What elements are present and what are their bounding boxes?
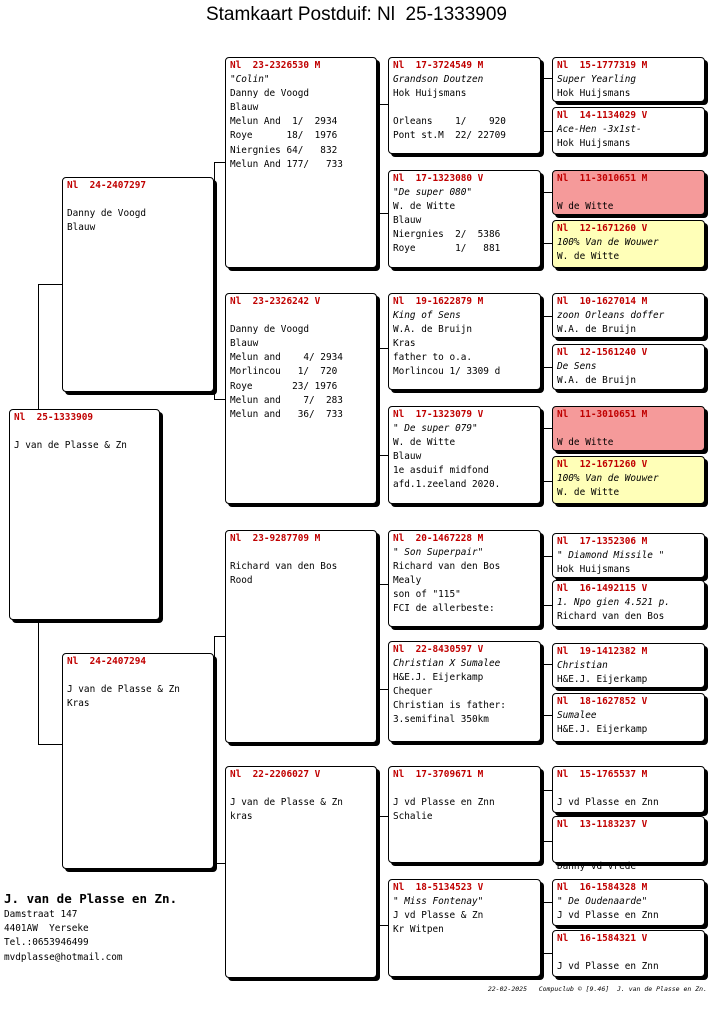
pigeon-breeder: W. de Witte	[393, 437, 456, 449]
pigeon-breeder: W de Witte	[557, 201, 614, 213]
pigeon-nickname: " Son Superpair"	[393, 547, 484, 559]
pigeon-card-sd	[225, 293, 377, 504]
pigeon-breeder: J van de Plasse & Zn	[14, 440, 127, 452]
ring-number: Nl 19-1412382 M	[557, 646, 648, 657]
pigeon-card-dsdd	[552, 693, 705, 742]
pigeon-info-line: Niergnies 64/ 832	[230, 144, 338, 156]
pigeon-breeder: J van de Plasse & Zn	[67, 684, 180, 696]
owner-block	[4, 890, 177, 965]
pigeon-nickname: " Miss Fontenay"	[393, 896, 484, 908]
pigeon-info-line: Pont st.M 22/ 22709	[393, 130, 506, 142]
pigeon-info-line: son of "115"	[393, 589, 461, 601]
pigeon-info-line: Danny vd Vrede	[557, 861, 637, 873]
ring-number: Nl 20-1467228 M	[393, 533, 484, 544]
pigeon-card-self	[9, 409, 160, 620]
pigeon-breeder: Hok Huijsmans	[393, 88, 467, 100]
pigeon-nickname: Super Yearling	[557, 74, 637, 86]
pigeon-breeder: Hok Huijsmans	[557, 564, 631, 576]
pigeon-breeder: W de Witte	[557, 437, 614, 449]
pigeon-card-dss	[388, 530, 541, 627]
pigeon-info-line: father to o.a.	[393, 352, 473, 364]
pigeon-nickname: De Sens	[557, 361, 597, 373]
pigeon-breeder: Hok Huijsmans	[557, 138, 631, 150]
pigeon-card-dd	[225, 766, 377, 978]
pigeon-card-sdsd	[552, 344, 705, 390]
pigeon-info-line: Blauw	[67, 222, 96, 234]
connector	[38, 284, 63, 410]
pigeon-breeder: J vd Plasse en Znn	[557, 797, 659, 809]
ring-number: Nl 16-1584321 V	[557, 933, 648, 944]
ring-number: Nl 17-3724549 M	[393, 60, 484, 71]
pigeon-card-ds	[225, 530, 377, 743]
pigeon-info-line: Chequer	[393, 686, 433, 698]
pigeon-info-line: Morlincou 1/ 720	[230, 366, 338, 378]
pigeon-breeder: H&E.J. Eijerkamp	[557, 674, 648, 686]
pigeon-breeder: Richard van den Bos	[393, 561, 501, 573]
ring-number: Nl 17-1323080 V	[393, 173, 484, 184]
owner-email: mvdplasse@hotmail.com	[4, 951, 123, 963]
pigeon-nickname	[557, 422, 700, 436]
pigeon-nickname	[67, 669, 209, 683]
pigeon-breeder: Danny de Voogd	[230, 324, 310, 336]
ring-number: Nl 24-2407297	[67, 180, 147, 191]
pigeon-info-line: Blauw	[393, 451, 422, 463]
ring-number: Nl 17-1352306 M	[557, 536, 648, 547]
pigeon-info-line: Roye 23/ 1976	[230, 380, 338, 392]
pigeon-nickname: Christian	[557, 660, 608, 672]
pigeon-nickname	[393, 782, 536, 796]
pigeon-card-sssd	[552, 107, 705, 154]
page-title: Stamkaart Postduif: Nl 25-1333909	[205, 4, 507, 25]
pigeon-breeder: H&E.J. Eijerkamp	[557, 724, 648, 736]
ring-number: Nl 17-3709671 M	[393, 769, 484, 780]
pigeon-info-line: Blauw	[230, 338, 259, 350]
pigeon-info-line: afd.1.zeeland 2020.	[393, 479, 501, 491]
pigeon-card-ddd	[388, 879, 541, 977]
pigeon-breeder: J vd Plasse & Zn	[393, 910, 484, 922]
pigeon-breeder: W.A. de Bruijn	[557, 324, 637, 336]
pigeon-card-dds	[388, 766, 541, 863]
ring-number: Nl 25-1333909	[14, 412, 94, 423]
pigeon-nickname	[557, 946, 700, 960]
pigeon-breeder: W.A. de Bruijn	[393, 324, 473, 336]
ring-number: Nl 23-2326530 M	[230, 60, 321, 71]
pigeon-card-sdss	[552, 293, 705, 338]
owner-name: J. van de Plasse en Zn.	[4, 891, 178, 906]
pigeon-nickname: 100% Van de Wouwer	[557, 237, 659, 249]
ring-number: Nl 16-1584328 M	[557, 882, 648, 893]
ring-number: Nl 23-2326242 V	[230, 296, 321, 307]
owner-street: Damstraat 147	[4, 909, 78, 920]
pigeon-info-line: FCI de allerbeste:	[393, 603, 495, 615]
pigeon-breeder: J vd Plasse en Znn	[393, 797, 495, 809]
pigeon-card-sss	[388, 57, 541, 154]
owner-phone: Tel.:0653946499	[4, 937, 89, 949]
pigeon-nickname: " Diamond Missile "	[557, 550, 665, 562]
pigeon-card-dsss	[552, 533, 705, 578]
pigeon-nickname: 1. Npo gien 4.521 p.	[557, 597, 670, 609]
ring-number: Nl 15-1765537 M	[557, 769, 648, 780]
ring-number: Nl 19-1622879 M	[393, 296, 484, 307]
pigeon-info-line: Morlincou 1/ 3309 d	[393, 366, 501, 378]
footer-credit: 22-02-2025 Compuclub © [9.46] J. van de Plasse en Zn.	[487, 985, 707, 993]
pigeon-info-line: Christian is father:	[393, 700, 506, 712]
pigeon-nickname	[67, 193, 209, 207]
pigeon-breeder: H&E.J. Eijerkamp	[393, 672, 484, 684]
ring-number: Nl 14-1134029 V	[557, 110, 648, 121]
pigeon-info-line: Rood	[230, 575, 253, 587]
pigeon-info-line: kras	[230, 811, 253, 823]
pigeon-card-sds	[388, 293, 541, 390]
pigeon-nickname: Christian X Sumalee	[393, 658, 501, 670]
pigeon-nickname: " De Oudenaarde"	[557, 896, 648, 908]
pigeon-card-dam	[62, 653, 214, 869]
pigeon-nickname	[230, 309, 372, 323]
pigeon-info-line: Roye 18/ 1976	[230, 130, 338, 142]
pigeon-nickname: zoon Orleans doffer	[557, 310, 665, 322]
ring-number: Nl 15-1777319 M	[557, 60, 648, 71]
ring-number: Nl 11-3010651 M	[557, 173, 648, 184]
pigeon-info-line	[393, 101, 536, 115]
ring-number: Nl 12-1561240 V	[557, 347, 648, 358]
pigeon-card-ssds	[552, 170, 705, 215]
pigeon-breeder: Hok Huijsmans	[557, 88, 631, 100]
pigeon-nickname: " De super 079"	[393, 423, 478, 435]
pigeon-info-line: Melun And 177/ 733	[230, 158, 343, 170]
pigeon-info-line: Kras	[67, 698, 90, 710]
ring-number: Nl 10-1627014 M	[557, 296, 648, 307]
pigeon-info-line: 1e asduif midfond	[393, 465, 489, 477]
pigeon-card-ddds	[552, 879, 705, 926]
pigeon-breeder: W. de Witte	[393, 201, 456, 213]
pigeon-nickname	[557, 782, 700, 796]
pigeon-nickname	[14, 425, 155, 439]
pigeon-info-line: Orleans 1/ 920	[393, 116, 506, 128]
ring-number: Nl 22-8430597 V	[393, 644, 484, 655]
pigeon-nickname: 100% Van de Wouwer	[557, 473, 659, 485]
pigeon-breeder: W. de Witte	[557, 251, 620, 263]
pigeon-nickname: King of Sens	[393, 310, 461, 322]
pigeon-nickname	[557, 832, 700, 846]
pigeon-info-line: Roye 1/ 881	[393, 243, 501, 255]
ring-number: Nl 16-1492115 V	[557, 583, 648, 594]
pigeon-info-line: Blauw	[393, 215, 422, 227]
pigeon-nickname	[230, 782, 372, 796]
pigeon-card-sire	[62, 177, 214, 392]
pigeon-card-sdds	[552, 406, 705, 451]
pigeon-breeder: W. de Witte	[557, 487, 620, 499]
pigeon-card-dsd	[388, 641, 541, 742]
pigeon-breeder: J van de Plasse & Zn	[230, 797, 343, 809]
ring-number: Nl 22-2206027 V	[230, 769, 321, 780]
pigeon-breeder: W.A. de Bruijn	[557, 375, 637, 387]
pigeon-breeder	[557, 846, 700, 860]
pigeon-breeder: Richard van den Bos	[230, 561, 338, 573]
ring-number: Nl 12-1671260 V	[557, 223, 648, 234]
pigeon-info-line: Niergnies 2/ 5386	[393, 229, 501, 241]
pigeon-info-line: Mealy	[393, 575, 422, 587]
pigeon-nickname: "Colin"	[230, 74, 270, 86]
ring-number: Nl 17-1323079 V	[393, 409, 484, 420]
pigeon-card-dsds	[552, 643, 705, 688]
pigeon-nickname: Sumalee	[557, 710, 597, 722]
pigeon-info-line: Schalie	[393, 811, 433, 823]
pigeon-card-dssd	[552, 580, 705, 627]
pigeon-card-ddsd	[552, 816, 705, 873]
pigeon-breeder: J vd Plasse en Znn	[557, 910, 659, 922]
pigeon-nickname: "De super 080"	[393, 187, 473, 199]
pigeon-info-line: Kras	[393, 338, 416, 350]
pigeon-info-line: Melun and 36/ 733	[230, 408, 343, 420]
ring-number: Nl 11-3010651 M	[557, 409, 648, 420]
pigeon-card-ss	[225, 57, 377, 268]
pigeon-card-sdd	[388, 406, 541, 504]
connector	[38, 620, 63, 745]
pigeon-breeder: Danny de Voogd	[230, 88, 310, 100]
pigeon-card-ssd	[388, 170, 541, 268]
ring-number: Nl 23-9287709 M	[230, 533, 321, 544]
pigeon-nickname	[230, 546, 372, 560]
pigeon-breeder: J vd Plasse en Znn	[557, 961, 659, 973]
ring-number: Nl 18-1627852 V	[557, 696, 648, 707]
ring-number: Nl 24-2407294	[67, 656, 147, 667]
pigeon-card-ssdd	[552, 220, 705, 268]
pigeon-info-line: Melun And 1/ 2934	[230, 116, 338, 128]
pigeon-card-ddss	[552, 766, 705, 813]
pigeon-card-sddd	[552, 456, 705, 504]
pigeon-card-ssss	[552, 57, 705, 102]
pigeon-nickname	[557, 186, 700, 200]
pigeon-info-line: Kr Witpen	[393, 924, 444, 936]
pigeon-info-line: Melun and 7/ 283	[230, 394, 343, 406]
ring-number: Nl 13-1183237 V	[557, 819, 648, 830]
pigeon-breeder: Danny de Voogd	[67, 208, 147, 220]
pigeon-info-line: Blauw	[230, 102, 259, 114]
pigeon-breeder: Richard van den Bos	[557, 611, 665, 623]
pigeon-info-line: Melun and 4/ 2934	[230, 352, 343, 364]
pigeon-card-dddd	[552, 930, 705, 977]
ring-number: Nl 12-1671260 V	[557, 459, 648, 470]
pigeon-nickname: Ace-Hen -3x1st-	[557, 124, 642, 136]
owner-city: 4401AW Yerseke	[4, 923, 89, 935]
ring-number: Nl 18-5134523 V	[393, 882, 484, 893]
pigeon-info-line: 3.semifinal 350km	[393, 714, 489, 726]
pigeon-nickname: Grandson Doutzen	[393, 74, 484, 86]
